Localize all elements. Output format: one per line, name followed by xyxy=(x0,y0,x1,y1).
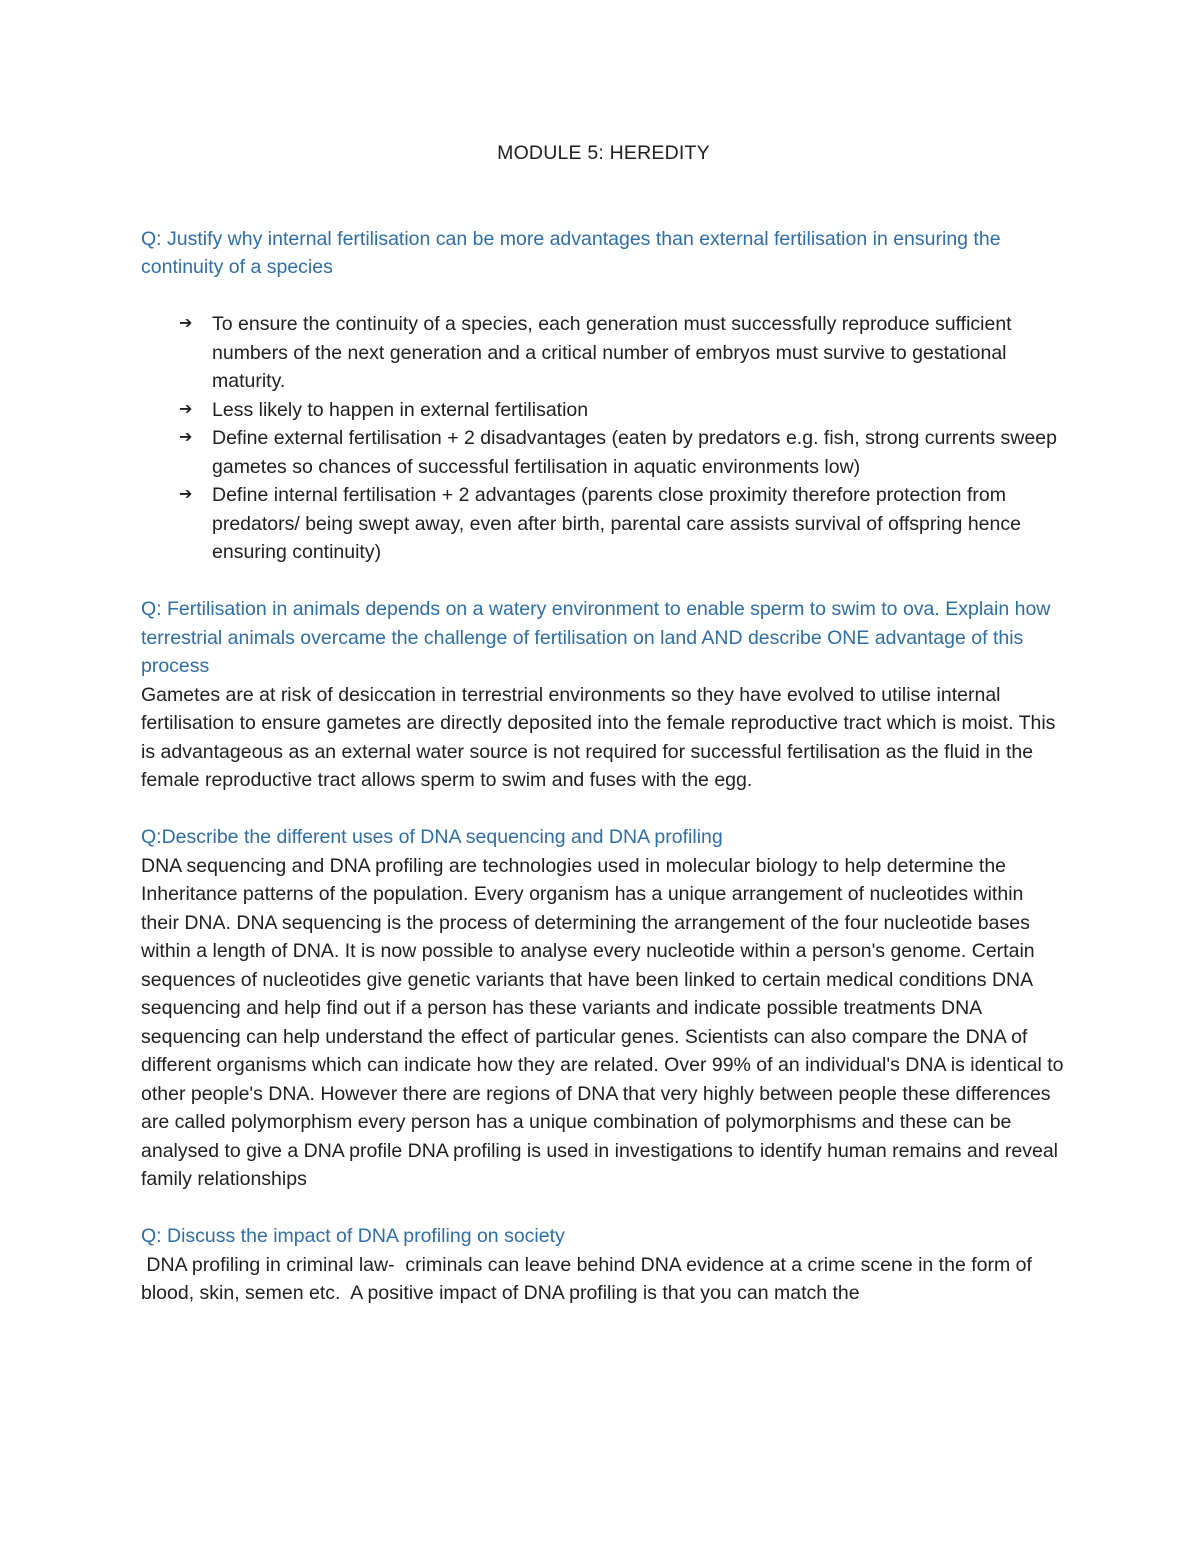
spacer xyxy=(141,567,1066,596)
question-3: Q:Describe the different uses of DNA sequencing and DNA profiling xyxy=(141,826,723,848)
page-title: MODULE 5: HEREDITY xyxy=(497,142,710,164)
question-2: Q: Fertilisation in animals depends on a watery environment to enable sperm to swim to ova. Explain how terrestrial animals overcame the challenge of fertilisation on land AND describe ONE advantage of this process xyxy=(141,598,1051,677)
answer-3: DNA sequencing and DNA profiling are technologies used in molecular biology to help determine the Inheritance patterns of the population. Every organism has a unique arrangement of nucleotides within their DNA. DNA sequencing is the process of determining the arrangement of the four nucleotide bases within a length of DNA. It is now possible to analyse every nucleotide within a person's genome. Certain sequences of nucleotides give genetic variants that have been linked to certain medical conditions DNA sequencing and help find out if a person has these variants and indicate possible treatments DNA sequencing can help understand the effect of particular genes. Scientists can also compare the DNA of different organisms which can indicate how they are related. Over 99% of an individual's DNA is identical to other people's DNA. However there are regions of DNA that very highly between people these differences are called polymorphism every person has a unique combination of polymorphisms and these can be analysed to give a DNA profile DNA profiling is used in investigations to identify human remains and reveal family relationships xyxy=(141,854,1064,1190)
question-4: Q: Discuss the impact of DNA profiling on society xyxy=(141,1225,565,1247)
document-content xyxy=(141,139,1066,1308)
arrow-bullet-icon: ➔ xyxy=(179,429,193,446)
spacer xyxy=(141,1194,1066,1223)
arrow-bullet-icon: ➔ xyxy=(179,486,193,503)
answer-2: Gametes are at risk of desiccation in terrestrial environments so they have evolved to utilise internal fertilisation to ensure gametes are directly deposited into the female reproductive tract which is moist. This is advantageous as an external water source is not required for successful fertilisation as the fluid in the female reproductive tract allows sperm to swim and fuses with the egg. xyxy=(141,683,1056,791)
spacer xyxy=(141,282,1066,311)
list-item xyxy=(179,481,1066,567)
question-1: Q: Justify why internal fertilisation can be more advantages than external fertilisation in ensuring the continuity of a species xyxy=(141,227,1001,278)
list-item xyxy=(179,310,1066,396)
bullet-text: Define internal fertilisation + 2 advantages (parents close proximity therefore protection from predators/ being swept away, even after birth, parental care assists survival of offspring hence ensuring continuity) xyxy=(212,484,1021,563)
list-item xyxy=(179,396,1066,425)
spacer xyxy=(141,795,1066,824)
bullet-text: To ensure the continuity of a species, each generation must successfully reproduce sufficient numbers of the next generation and a critical number of embryos must survive to gestational maturity. xyxy=(212,313,1012,392)
answer-4: DNA profiling in criminal law- criminals can leave behind DNA evidence at a crime scene in the form of blood, skin, semen etc. A positive impact of DNA profiling is that you can match the xyxy=(141,1253,1038,1304)
list-item xyxy=(179,424,1066,481)
bullet-text: Less likely to happen in external fertilisation xyxy=(212,398,589,421)
bullet-text: Define external fertilisation + 2 disadvantages (eaten by predators e.g. fish, strong currents sweep gametes so chances of successful fertilisation in aquatic environments low) xyxy=(212,427,1057,478)
arrow-bullet-icon: ➔ xyxy=(179,400,193,418)
arrow-bullet-icon: ➔ xyxy=(179,315,193,332)
answer-1-bullet-list xyxy=(141,310,1066,567)
